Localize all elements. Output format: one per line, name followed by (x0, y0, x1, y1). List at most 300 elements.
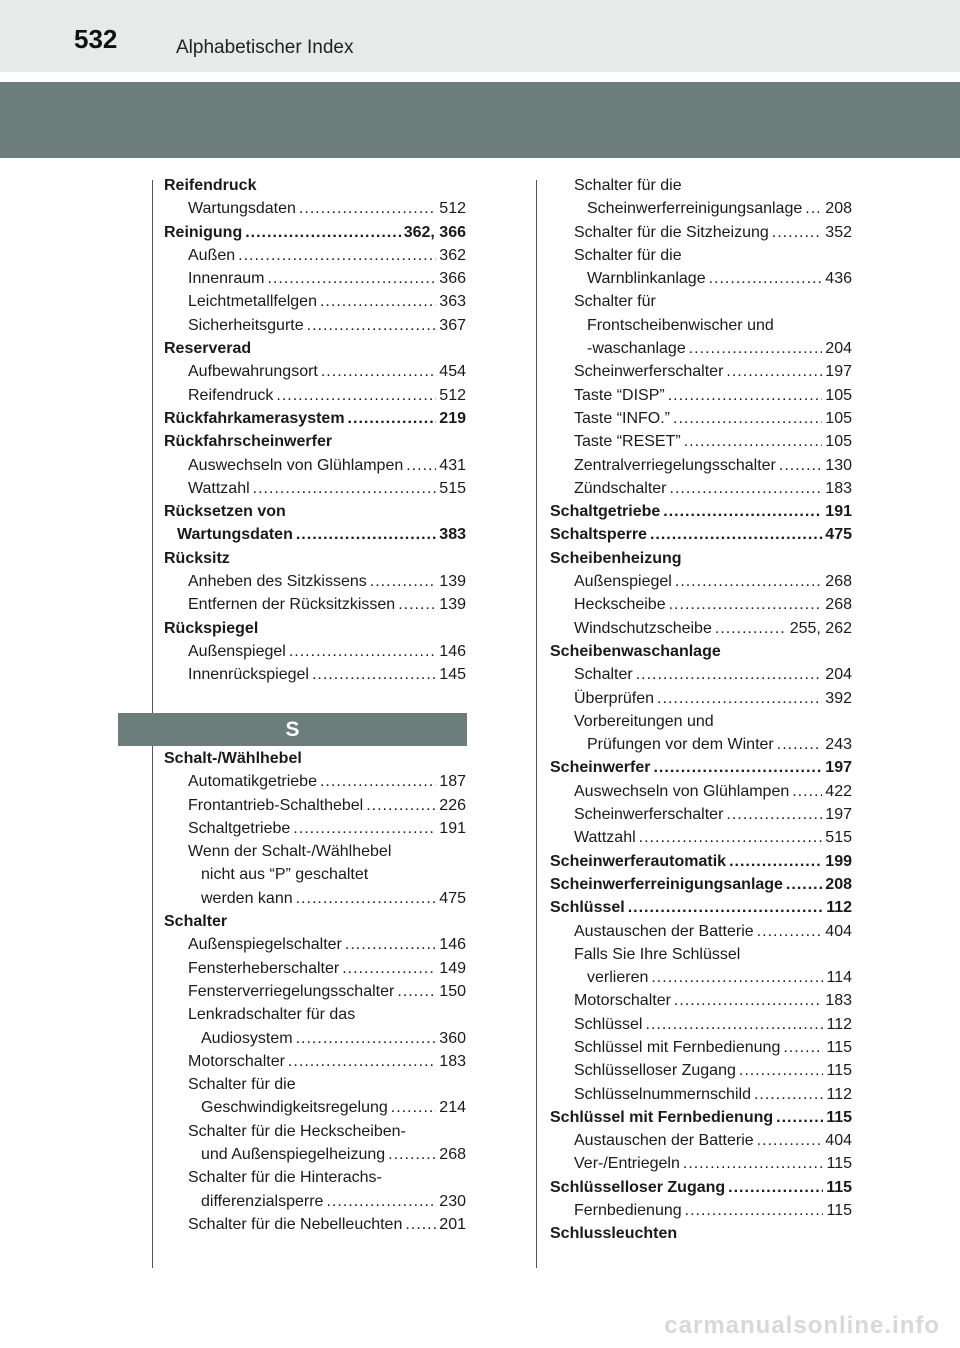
index-entry (164, 747, 466, 770)
index-entry-page: 214 (439, 1099, 466, 1117)
index-entry-page: 367 (439, 316, 466, 334)
index-entry (164, 1143, 466, 1166)
index-entry (164, 663, 466, 686)
index-entry (164, 1190, 466, 1213)
index-entry-term: Reinigung (164, 223, 243, 241)
index-entry (550, 500, 852, 523)
index-entry (550, 756, 852, 779)
right-column-divider (536, 180, 537, 1268)
index-entry-term: Wattzahl (188, 479, 250, 497)
dot-leader (779, 454, 822, 473)
index-entry-term: Außenspiegel (574, 573, 672, 591)
index-entry-term: Außenspiegelschalter (188, 936, 342, 954)
index-entry-page: 115 (826, 1038, 852, 1056)
index-entry-page: 149 (439, 959, 466, 977)
index-entry-page: 204 (825, 340, 852, 358)
index-entry-term: Frontantrieb-Schalthebel (188, 796, 364, 814)
index-entry-term: Schaltgetriebe (550, 503, 661, 521)
dot-leader (757, 920, 823, 939)
index-entry-term: Taste “RESET” (574, 433, 681, 451)
index-entry-term: Rücksitz (164, 549, 230, 567)
index-entry-term: Schalter für die (574, 246, 682, 264)
index-entry-page: 112 (826, 1015, 852, 1033)
index-entry-term: Auswechseln von Glühlampen (574, 782, 790, 800)
index-entry-term: Automatikgetriebe (188, 773, 317, 791)
index-entry-page: 422 (825, 782, 852, 800)
index-entry-term: Schalter für die (574, 177, 682, 194)
index-entry-term: Schlüsselloser Zugang (550, 1178, 726, 1196)
dot-leader (299, 197, 436, 216)
index-entry-page: 115 (826, 1202, 852, 1220)
index-entry-page: 112 (826, 899, 852, 917)
index-entry-page: 191 (439, 819, 466, 837)
dot-leader (276, 384, 436, 403)
index-entry-term: Scheibenheizung (550, 549, 682, 567)
dot-leader (777, 733, 823, 752)
index-entry-page: 230 (439, 1192, 466, 1210)
index-entry (550, 244, 852, 267)
index-entry (550, 290, 852, 313)
dot-leader (312, 663, 436, 682)
index-entry-term: Geschwindigkeitsregelung (201, 1099, 388, 1117)
index-entry (164, 407, 466, 430)
page-number: 532 (74, 24, 118, 54)
index-entry (164, 384, 466, 407)
index-entry-term: Austauschen der Batterie (574, 1132, 754, 1150)
index-entry-page: 114 (826, 969, 852, 987)
index-entry-term: Fensterheberschalter (188, 959, 340, 977)
index-entry-page: 197 (825, 806, 852, 824)
index-entry-page: 105 (825, 433, 852, 451)
index-entry-term: Schalter (164, 913, 228, 931)
index-entry (550, 523, 852, 546)
index-entry (164, 593, 466, 616)
index-entry (164, 817, 466, 840)
index-entry-page: 105 (825, 409, 852, 427)
index-entry (164, 570, 466, 593)
dot-leader (639, 826, 823, 845)
index-entry-page: 199 (825, 852, 852, 870)
dot-leader (320, 770, 436, 789)
index-entry-page: 139 (439, 596, 466, 614)
index-entry-page: 183 (439, 1052, 466, 1070)
index-entry-page: 146 (439, 936, 466, 954)
dot-leader (397, 980, 436, 999)
index-entry (164, 1096, 466, 1119)
index-entry-term: Leichtmetallfelgen (188, 293, 317, 311)
dot-leader (296, 1027, 437, 1046)
index-entry-term: Zündschalter (574, 479, 667, 497)
index-entry-term: Schlussleuchten (550, 1225, 678, 1243)
index-entry-term: Falls Sie Ihre Schlüssel (574, 945, 741, 963)
decorative-band (0, 82, 960, 158)
index-entry (164, 1027, 466, 1050)
index-entry-term: Schlüsselloser Zugang (574, 1062, 736, 1080)
index-entry (550, 1059, 852, 1082)
dot-leader (307, 314, 437, 333)
dot-leader (726, 360, 822, 379)
index-entry (164, 863, 466, 886)
index-entry-term: Scheinwerferschalter (574, 806, 724, 824)
index-entry-term: Schlüssel (574, 1015, 643, 1033)
index-entry (164, 477, 466, 500)
dot-leader (684, 430, 823, 449)
dot-leader (253, 477, 437, 496)
index-entry-page: 187 (439, 773, 466, 791)
index-entry (550, 384, 852, 407)
index-entry-page: 115 (826, 1108, 852, 1126)
index-entry-term: Prüfungen vor dem Winter (587, 736, 774, 754)
index-entry (164, 221, 466, 244)
index-entry (550, 687, 852, 710)
index-entry (550, 547, 852, 570)
index-entry-term: Schalter für die Nebelleuchten (188, 1215, 403, 1233)
index-entry (550, 337, 852, 360)
dot-leader (709, 267, 823, 286)
dot-leader (289, 640, 436, 659)
dot-leader (406, 454, 436, 473)
dot-leader (645, 1013, 823, 1032)
index-entry (550, 780, 852, 803)
dot-leader (669, 593, 823, 612)
index-entry-page: 454 (439, 363, 466, 381)
index-entry (550, 1106, 852, 1129)
index-entry-term: Innenraum (188, 270, 265, 288)
index-entry-page: 352 (825, 223, 852, 241)
index-entry (164, 980, 466, 1003)
index-entry-term: Auswechseln von Glühlampen (188, 456, 404, 474)
index-entry-term: Wartungsdaten (188, 200, 296, 218)
index-entry (550, 803, 852, 826)
index-entry (164, 314, 466, 337)
index-entry-term: Schalter für die (188, 1076, 296, 1094)
index-entry (164, 640, 466, 663)
index-entry (164, 267, 466, 290)
index-entry-term: Frontscheibenwischer und (587, 316, 774, 334)
index-entry-term: Schlüssel (550, 899, 625, 917)
dot-leader (726, 803, 822, 822)
index-entry-page: 145 (439, 666, 466, 684)
index-entry-term: Schalt-/Wählhebel (164, 750, 302, 767)
dot-leader (668, 384, 823, 403)
index-entry-term: Taste “INFO.” (574, 409, 671, 427)
index-entry (164, 1050, 466, 1073)
index-entry-page: 268 (825, 596, 852, 614)
dot-leader (729, 850, 822, 869)
watermark-text: carmanualsonline.info (664, 1312, 940, 1339)
index-entry-term: Innenrückspiegel (188, 666, 309, 684)
index-entry (550, 896, 852, 919)
dot-leader (792, 780, 822, 799)
index-entry (550, 1129, 852, 1152)
dot-leader (366, 794, 436, 813)
index-entry-page: 130 (825, 456, 852, 474)
index-entry-term: differenzialsperre (201, 1192, 324, 1210)
index-entry-term: Rücksetzen von (164, 503, 286, 521)
dot-leader (296, 887, 437, 906)
index-entry-page: 183 (825, 479, 852, 497)
index-entry-page: 219 (439, 409, 466, 427)
index-column-left-bottom (164, 747, 466, 1236)
index-entry-page: 512 (439, 200, 466, 218)
index-entry (164, 197, 466, 220)
dot-leader (636, 663, 823, 682)
index-entry (550, 710, 852, 733)
index-entry-term: Zentralverriegelungsschalter (574, 456, 776, 474)
index-entry (550, 1013, 852, 1036)
index-entry-page: 515 (825, 829, 852, 847)
index-entry-term: und Außenspiegelheizung (201, 1146, 386, 1164)
index-entry-term: Austauschen der Batterie (574, 922, 754, 940)
index-entry (550, 1083, 852, 1106)
section-letter-bar (118, 713, 467, 746)
index-entry (164, 1166, 466, 1189)
index-entry-page: 183 (825, 992, 852, 1010)
index-entry-term: Anheben des Sitzkissens (188, 573, 367, 591)
header-band (0, 0, 960, 72)
index-entry-term: Schlüsselnummernschild (574, 1085, 751, 1103)
index-entry-page: 115 (826, 1155, 852, 1173)
index-entry-term: Sicherheitsgurte (188, 316, 304, 334)
index-entry-term: Scheibenwaschanlage (550, 642, 721, 660)
index-entry-term: Schlüssel mit Fernbedienung (550, 1108, 774, 1126)
dot-leader (342, 957, 436, 976)
index-entry-term: Aufbewahrungsort (188, 363, 318, 381)
index-entry-page: 515 (439, 479, 466, 497)
index-entry (550, 570, 852, 593)
index-entry-term: -waschanlage (587, 340, 686, 358)
index-entry-page: 208 (825, 200, 852, 218)
dot-leader (391, 1096, 437, 1115)
index-entry-page: 512 (439, 386, 466, 404)
dot-leader (405, 1213, 436, 1232)
dot-leader (238, 244, 436, 263)
index-entry (550, 826, 852, 849)
index-entry-page: 436 (825, 270, 852, 288)
dot-leader (776, 1106, 823, 1125)
index-entry (550, 850, 852, 873)
index-entry-term: Fensterverriegelungsschalter (188, 982, 395, 1000)
index-entry-page: 226 (439, 796, 466, 814)
index-entry (550, 943, 852, 966)
index-entry-page: 243 (825, 736, 852, 754)
index-entry-page: 112 (826, 1085, 852, 1103)
index-entry (164, 617, 466, 640)
index-entry-term: Wattzahl (574, 829, 636, 847)
index-entry-term: Schaltgetriebe (188, 819, 291, 837)
dot-leader (715, 617, 787, 636)
index-entry-page: 363 (439, 293, 466, 311)
dot-leader (670, 477, 823, 496)
index-entry (164, 244, 466, 267)
index-entry-term: Windschutzscheibe (574, 619, 712, 637)
index-entry (164, 360, 466, 383)
index-entry-page: 204 (825, 666, 852, 684)
index-entry (164, 523, 466, 546)
dot-leader (728, 1176, 823, 1195)
dot-leader (674, 989, 822, 1008)
index-entry-page: 366 (439, 270, 466, 288)
index-entry-term: Scheinwerfer (550, 759, 651, 777)
index-entry-page: 255, 262 (789, 619, 852, 637)
index-entry-term: Schaltsperre (550, 526, 647, 544)
dot-leader (388, 1143, 436, 1162)
index-entry (550, 1036, 852, 1059)
index-entry-term: Scheinwerferautomatik (550, 852, 727, 870)
index-entry (164, 547, 466, 570)
index-entry (550, 663, 852, 686)
dot-leader (673, 407, 822, 426)
index-entry (164, 337, 466, 360)
index-entry-page: 208 (825, 875, 852, 893)
index-entry-term: Ver-/Entriegeln (574, 1155, 680, 1173)
index-entry-term: Scheinwerferschalter (574, 363, 724, 381)
index-entry-term: Entfernen der Rücksitzkissen (188, 596, 396, 614)
index-entry-term: Schalter für die Sitzheizung (574, 223, 769, 241)
index-entry (550, 1222, 852, 1245)
index-entry-page: 404 (825, 922, 852, 940)
dot-leader (321, 360, 436, 379)
index-entry-term: Schalter für die Heckscheiben- (188, 1122, 406, 1140)
index-entry-term: Motorschalter (574, 992, 671, 1010)
dot-leader (663, 500, 822, 519)
index-entry (550, 477, 852, 500)
index-entry-term: Lenkradschalter für das (188, 1006, 356, 1024)
dot-leader (772, 221, 823, 240)
index-entry-page: 139 (439, 573, 466, 591)
index-entry-page: 404 (825, 1132, 852, 1150)
index-entry-term: Rückspiegel (164, 619, 259, 637)
index-entry (164, 1120, 466, 1143)
dot-leader (685, 1199, 824, 1218)
index-entry-term: Schlüssel mit Fernbedienung (574, 1038, 781, 1056)
dot-leader (675, 570, 822, 589)
dot-leader (650, 523, 822, 542)
index-entry-term: Wartungsdaten (177, 526, 293, 544)
index-entry-term: Audiosystem (201, 1029, 293, 1047)
index-entry (164, 1213, 466, 1236)
index-entry-term: werden kann (201, 889, 293, 907)
index-entry-term: Wenn der Schalt-/Wählhebel (188, 843, 392, 861)
section-letter: S (285, 717, 300, 741)
index-entry-page: 268 (439, 1146, 466, 1164)
dot-leader (293, 817, 436, 836)
index-entry-page: 197 (825, 363, 852, 381)
index-entry (550, 407, 852, 430)
dot-leader (651, 966, 823, 985)
index-entry-page: 360 (439, 1029, 466, 1047)
index-entry-page: 150 (439, 982, 466, 1000)
dot-leader (245, 221, 401, 240)
index-entry (164, 957, 466, 980)
index-entry-term: Motorschalter (188, 1052, 285, 1070)
index-entry-term: Warnblinkanlage (587, 270, 706, 288)
index-entry-page: 201 (439, 1215, 466, 1233)
index-entry-page: 115 (826, 1178, 852, 1196)
index-entry (164, 770, 466, 793)
index-entry-page: 431 (439, 456, 466, 474)
index-entry (164, 454, 466, 477)
index-entry (550, 1152, 852, 1175)
index-entry (164, 910, 466, 933)
dot-leader (296, 523, 436, 542)
index-entry-term: verlieren (587, 969, 649, 987)
dot-leader (398, 593, 436, 612)
index-entry (164, 290, 466, 313)
dot-leader (757, 1129, 823, 1148)
index-entry (550, 174, 852, 197)
dot-leader (326, 1190, 436, 1209)
dot-leader (348, 407, 437, 426)
index-column-left-top (164, 174, 466, 687)
index-entry-term: Außenspiegel (188, 642, 286, 660)
index-entry-term: nicht aus “P” geschaltet (201, 866, 369, 884)
index-entry-term: Scheinwerferreinigungsanlage (587, 200, 803, 218)
index-entry-page: 362 (439, 246, 466, 264)
index-entry (164, 174, 466, 197)
index-entry (550, 1199, 852, 1222)
index-entry-page: 197 (825, 759, 852, 777)
index-entry-page: 146 (439, 642, 466, 660)
index-entry-term: Reifendruck (164, 177, 257, 194)
index-entry (550, 314, 852, 337)
index-entry (550, 1176, 852, 1199)
dot-leader (739, 1059, 824, 1078)
index-entry (550, 966, 852, 989)
dot-leader (805, 197, 822, 216)
dot-leader (288, 1050, 436, 1069)
index-entry (550, 197, 852, 220)
index-entry (550, 593, 852, 616)
index-entry (550, 989, 852, 1012)
header-title: Alphabetischer Index (176, 37, 354, 58)
index-entry (550, 640, 852, 663)
index-entry (550, 873, 852, 896)
index-entry-term: Taste “DISP” (574, 386, 665, 404)
index-entry-page: 362, 366 (403, 223, 466, 241)
index-entry-term: Heckscheibe (574, 596, 666, 614)
index-entry (164, 887, 466, 910)
dot-leader (783, 1036, 823, 1055)
dot-leader (683, 1152, 824, 1171)
dot-leader (657, 687, 822, 706)
index-entry (164, 1073, 466, 1096)
index-entry (164, 1003, 466, 1026)
index-entry (164, 933, 466, 956)
dot-leader (689, 337, 823, 356)
index-entry (550, 920, 852, 943)
dot-leader (628, 896, 823, 915)
index-entry (550, 221, 852, 244)
index-entry (550, 430, 852, 453)
index-entry-page: 268 (825, 573, 852, 591)
index-entry-term: Schalter für die Hinterachs- (188, 1169, 382, 1187)
dot-leader (653, 756, 822, 775)
dot-leader (754, 1083, 824, 1102)
index-entry-page: 191 (825, 503, 852, 521)
index-entry-page: 392 (825, 689, 852, 707)
index-entry (550, 267, 852, 290)
index-entry-term: Reifendruck (188, 386, 274, 404)
index-entry-term: Rückfahrkamerasystem (164, 409, 345, 427)
dot-leader (320, 290, 436, 309)
index-entry-page: 105 (825, 386, 852, 404)
index-entry-term: Überprüfen (574, 689, 655, 707)
index-entry (164, 500, 466, 523)
index-entry-term: Scheinwerferreinigungsanlage (550, 875, 783, 893)
dot-leader (786, 873, 822, 892)
index-entry (550, 617, 852, 640)
